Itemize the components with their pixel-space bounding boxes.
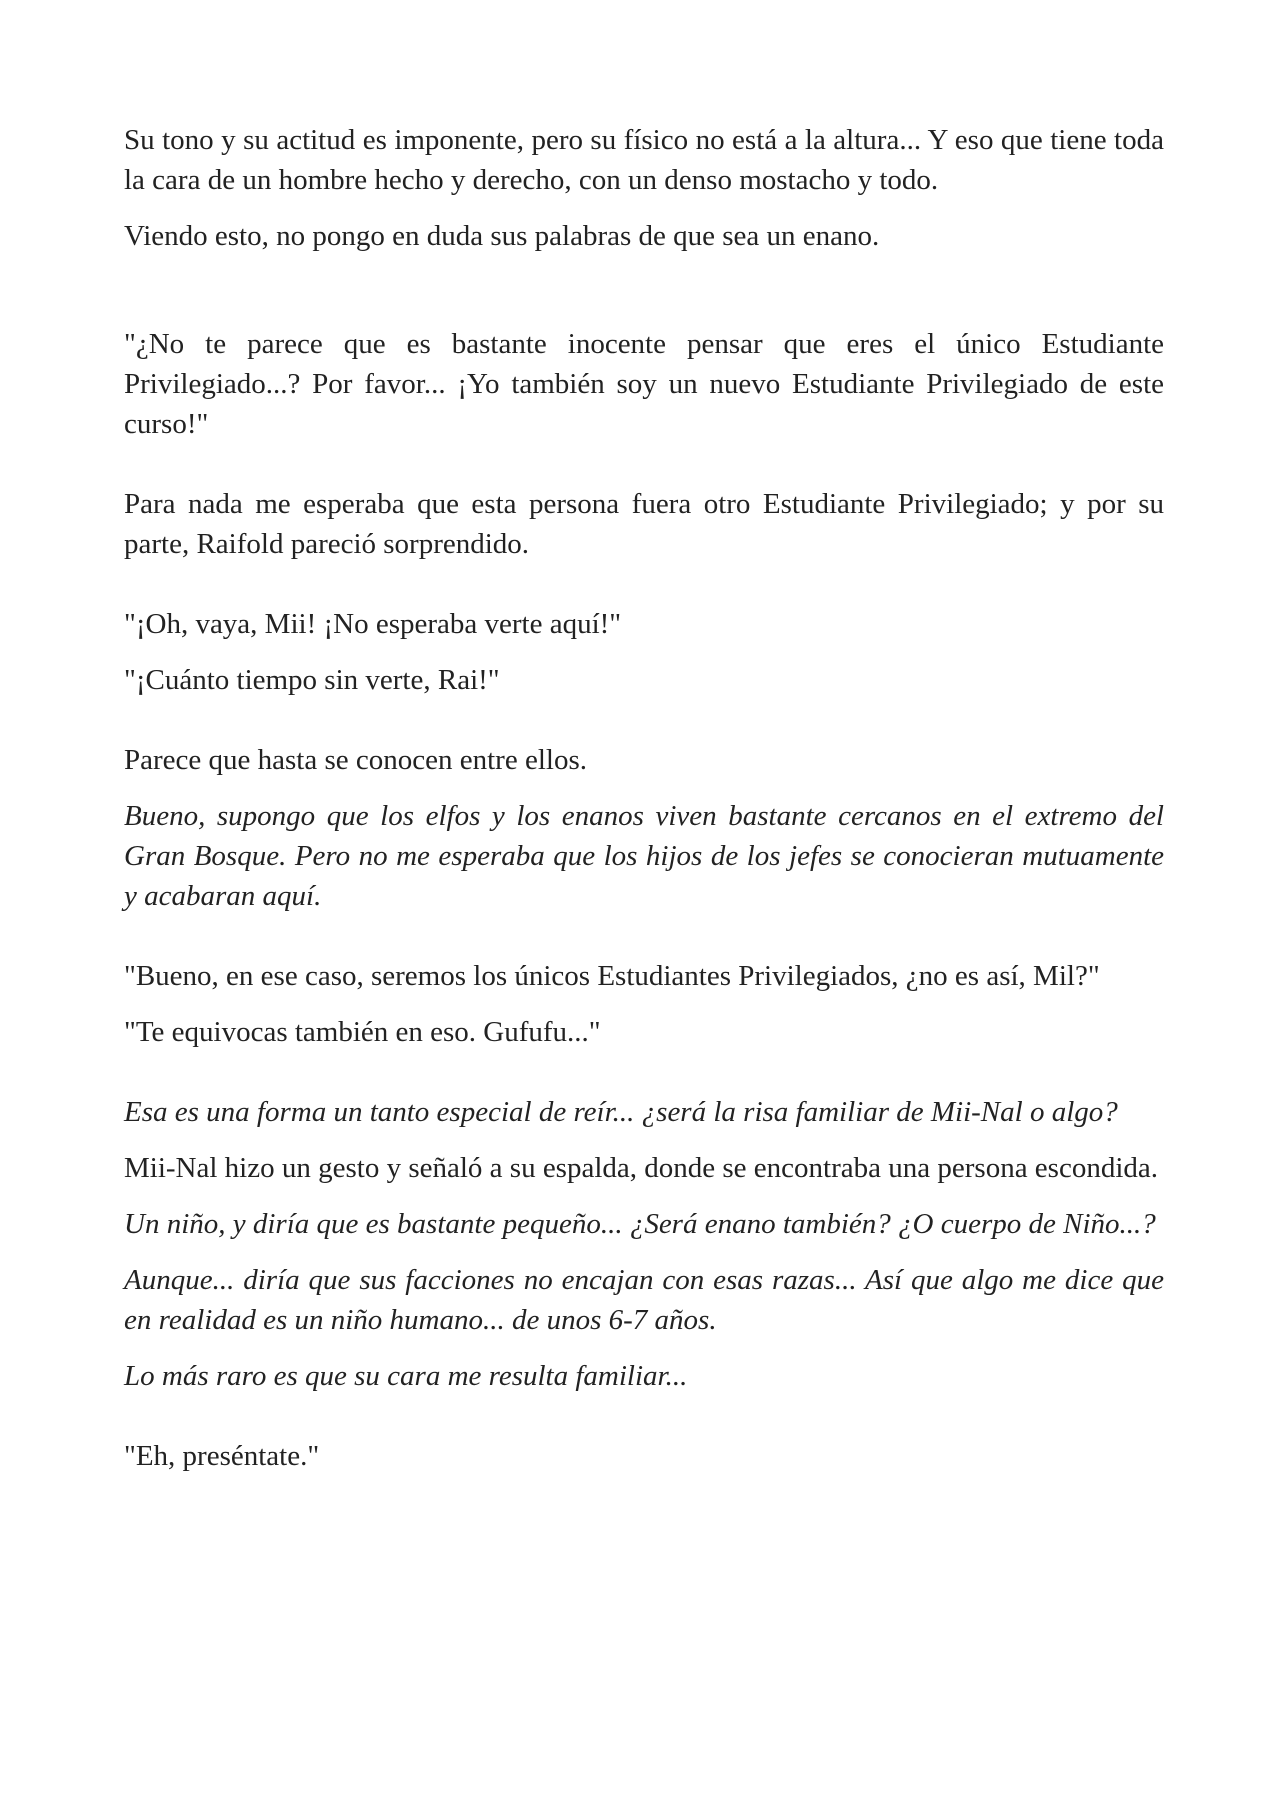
paragraph: "Te equivocas también en eso. Gufufu..." <box>124 1016 601 1048</box>
spacer <box>124 1052 1164 1092</box>
paragraph-italic: Esa es una forma un tanto especial de reír... ¿será la risa familiar de Mii-Nal o algo? <box>124 1096 1118 1128</box>
spacer <box>124 780 1164 796</box>
paragraph: Mii-Nal hizo un gesto y señaló a su espalda, donde se encontraba una persona escondida. <box>124 1152 1159 1184</box>
document-page <box>124 120 1164 1476</box>
paragraph-italic: Lo más raro es que su cara me resulta familiar... <box>124 1360 688 1392</box>
paragraph: Su tono y su actitud es imponente, pero su físico no está a la altura... Y eso que tiene toda la cara de un hombre hecho y derecho, con un denso mostacho y todo. <box>124 124 1164 196</box>
spacer <box>124 916 1164 956</box>
paragraph: "Bueno, en ese caso, seremos los únicos Estudiantes Privilegiados, ¿no es así, Mil?" <box>124 960 1100 992</box>
paragraph: "Eh, preséntate." <box>124 1440 320 1472</box>
spacer <box>124 700 1164 740</box>
spacer <box>124 1244 1164 1260</box>
paragraph-italic: Bueno, supongo que los elfos y los enanos viven bastante cercanos en el extremo del Gran Bosque. Pero no me esperaba que los hijos de los jefes se conocieran mutuamente y acabaran aquí. <box>124 800 1164 912</box>
spacer <box>124 1188 1164 1204</box>
spacer <box>124 1396 1164 1436</box>
spacer <box>124 996 1164 1012</box>
paragraph: "¡Oh, vaya, Mii! ¡No esperaba verte aquí!" <box>124 608 622 640</box>
spacer <box>124 256 1164 324</box>
spacer <box>124 1340 1164 1356</box>
paragraph: Viendo esto, no pongo en duda sus palabras de que sea un enano. <box>124 220 880 252</box>
paragraph-italic: Aunque... diría que sus facciones no encajan con esas razas... Así que algo me dice que en realidad es un niño humano... de unos 6-7 años. <box>124 1264 1164 1336</box>
paragraph: "¿No te parece que es bastante inocente pensar que eres el único Estudiante Privilegiado...? Por favor... ¡Yo también soy un nuevo Estudiante Privilegiado de este curso!" <box>124 328 1164 440</box>
spacer <box>124 1132 1164 1148</box>
spacer <box>124 644 1164 660</box>
paragraph-italic: Un niño, y diría que es bastante pequeño... ¿Será enano también? ¿O cuerpo de Niño...? <box>124 1208 1156 1240</box>
paragraph: Para nada me esperaba que esta persona fuera otro Estudiante Privilegiado; y por su parte, Raifold pareció sorprendido. <box>124 488 1164 560</box>
spacer <box>124 200 1164 216</box>
spacer <box>124 444 1164 484</box>
spacer <box>124 564 1164 604</box>
paragraph: Parece que hasta se conocen entre ellos. <box>124 744 587 776</box>
paragraph: "¡Cuánto tiempo sin verte, Rai!" <box>124 664 500 696</box>
